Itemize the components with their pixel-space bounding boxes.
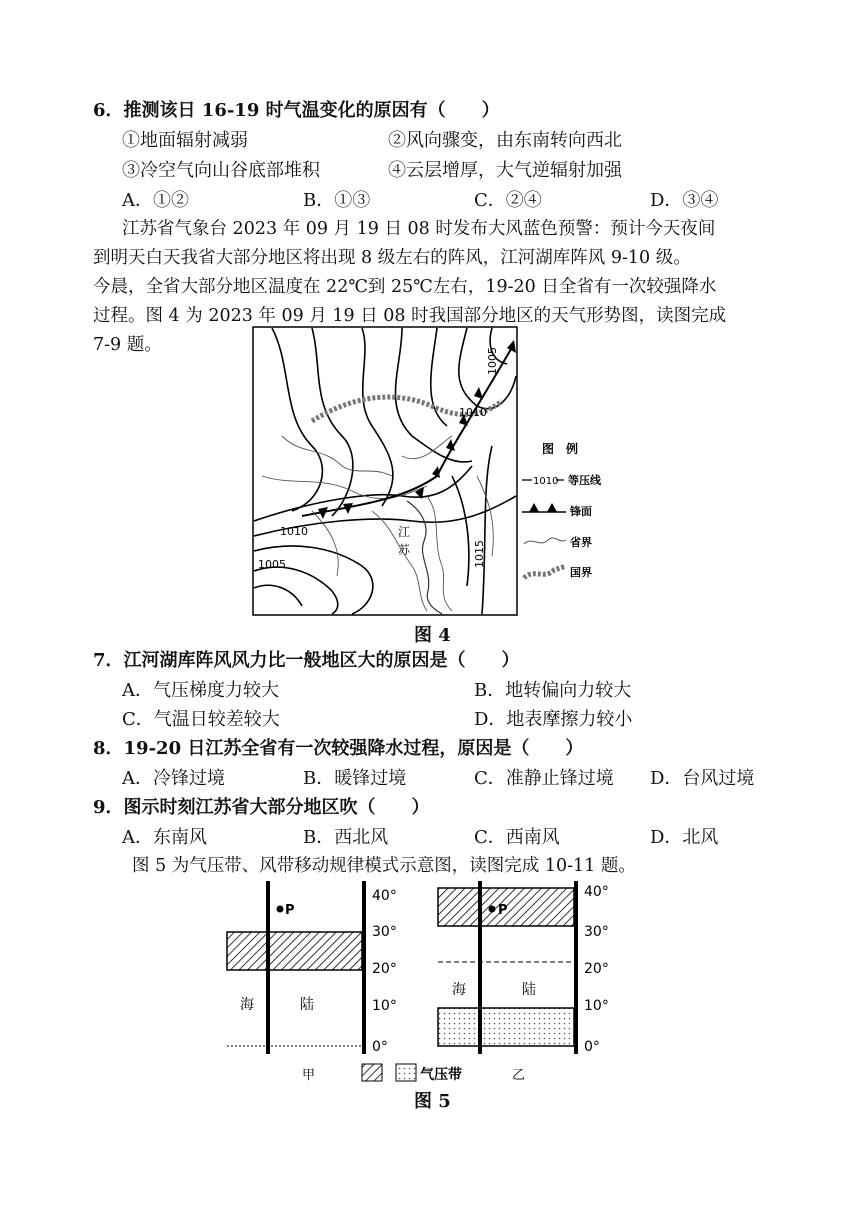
yi-point-p: P (498, 903, 508, 918)
q9-option-b: B．西北风 (303, 827, 389, 848)
intro2: 图 5 为气压带、风带移动规律模式示意图，读图完成 10-11 题。 (132, 856, 636, 876)
q7-option-b: B．地转偏向力较大 (474, 680, 632, 701)
q9-option-a: A．东南风 (122, 827, 207, 848)
figure-5-caption: 图 5 (414, 1091, 451, 1112)
isobar-label-1010-left: 1010 (280, 525, 308, 538)
jia-land: 陆 (300, 997, 314, 1013)
q6-item-3: ③冷空气向山谷底部堆积 (122, 160, 320, 181)
q6-option-b: B．①③ (303, 190, 371, 211)
yi-lat-40: 40° (584, 884, 609, 900)
q7-stem: 7．江河湖库阵风风力比一般地区大的原因是（ ） (93, 650, 520, 671)
legend-front: 锋面 (570, 505, 592, 518)
yi-lat-0: 0° (584, 1039, 600, 1055)
yi-sea: 海 (452, 982, 466, 998)
legend-title: 图 例 (542, 442, 579, 456)
jia-lat-0: 0° (372, 1039, 388, 1055)
figure-4-legend (522, 441, 602, 579)
intro1-line-1: 江苏省气象台 2023 年 09 月 19 日 08 时发布大风蓝色预警：预计今天夜间 (122, 219, 716, 239)
q8-option-b: B．暖锋过境 (303, 768, 407, 789)
isobar-label-1010-right: 1010 (459, 406, 487, 419)
q6-item-4: ④云层增厚，大气逆辐射加强 (388, 160, 622, 181)
fig5-legend-label: 气压带 (420, 1067, 462, 1083)
legend-province: 省界 (570, 536, 592, 549)
q6-option-d: D．③④ (650, 190, 719, 211)
jia-pressure-belt (227, 932, 362, 970)
q9-option-d: D．北风 (650, 827, 719, 848)
jia-label: 甲 (302, 1068, 316, 1083)
intro1-line-4: 过程。图 4 为 2023 年 09 月 19 日 08 时我国部分地区的天气形势图，读图完成 (93, 306, 727, 326)
intro1-line-5: 7-9 题。 (93, 335, 162, 355)
jia-lat-30: 30° (372, 924, 397, 940)
yi-land: 陆 (522, 982, 536, 998)
q7-option-c: C．气温日较差较大 (122, 709, 280, 730)
isobar-label-1005-left: 1005 (258, 558, 286, 571)
jia-point-p: P (285, 903, 295, 918)
yi-pressure-belt-lower (438, 1008, 574, 1046)
q8-option-a: A．冷锋过境 (122, 768, 225, 789)
figure-5-pressure-belt-diagram (222, 876, 622, 1086)
jia-sea: 海 (240, 997, 254, 1013)
q7-option-d: D．地表摩擦力较小 (474, 709, 633, 730)
figure-4-weather-map (252, 326, 622, 616)
legend-national: 国界 (570, 566, 592, 579)
q9-option-c: C．西南风 (474, 827, 560, 848)
jia-lat-40: 40° (372, 888, 397, 904)
yi-lat-30: 30° (584, 924, 609, 940)
legend-isobar: 等压线 (568, 474, 601, 487)
isobar-label-1015: 1015 (473, 540, 486, 568)
yi-lat-10: 10° (584, 998, 609, 1014)
intro1-line-2: 到明天白天我省大部分地区将出现 8 级左右的阵风，江河湖库阵风 9-10 级。 (93, 248, 691, 268)
yi-lat-20: 20° (584, 961, 609, 977)
q6-stem: 6．推测该日 16-19 时气温变化的原因有（ ） (93, 100, 500, 121)
isobar-label-1005-top: 1005 (486, 347, 499, 375)
map-label-su: 苏 (398, 543, 411, 557)
q6-item-1: ①地面辐射减弱 (122, 130, 248, 151)
q9-stem: 9．图示时刻江苏省大部分地区吹（ ） (93, 797, 430, 818)
q8-stem: 8．19-20 日江苏全省有一次较强降水过程，原因是（ ） (93, 738, 584, 759)
map-label-jiang: 江 (398, 525, 411, 539)
legend-isobar-value: 1010 (533, 476, 559, 487)
q8-option-c: C．准静止锋过境 (474, 768, 614, 789)
q6-item-2: ②风向骤变，由东南转向西北 (388, 130, 622, 151)
intro1-line-3: 今晨，全省大部分地区温度在 22℃到 25℃左右，19-20 日全省有一次较强降水 (93, 277, 717, 297)
yi-label: 乙 (512, 1068, 526, 1083)
q8-option-d: D．台风过境 (650, 768, 755, 789)
jia-lat-20: 20° (372, 961, 397, 977)
figure-4-caption: 图 4 (414, 625, 451, 646)
jia-lat-10: 10° (372, 998, 397, 1014)
q6-option-a: A．①② (122, 190, 189, 211)
q6-option-c: C．②④ (474, 190, 542, 211)
q7-option-a: A．气压梯度力较大 (122, 680, 279, 701)
